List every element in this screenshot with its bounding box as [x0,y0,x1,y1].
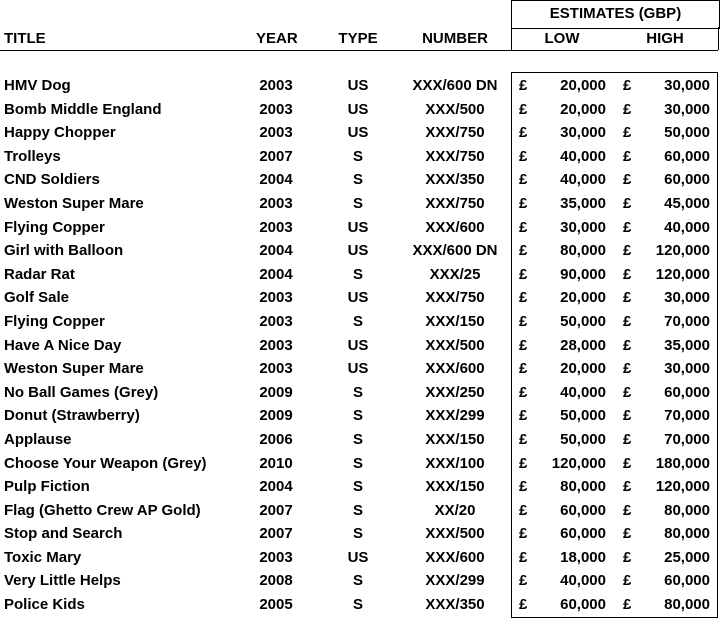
cell-type: US [347,124,369,142]
cell-currency-high: £ [623,596,632,614]
cell-type: US [347,289,369,307]
cell-type: S [352,478,363,496]
header-divider-right [718,27,719,50]
table-row [0,310,720,334]
header-high: HIGH [646,30,684,47]
cell-number: XXX/750 [425,147,485,165]
cell-currency-low: £ [519,100,528,118]
cell-year: 2007 [259,501,293,519]
table-row [0,452,720,476]
cell-high: 45,000 [664,194,710,212]
cell-currency-high: £ [623,407,632,425]
cell-currency-high: £ [623,525,632,543]
cell-year: 2008 [259,572,293,590]
cell-number: XXX/350 [425,171,485,189]
cell-year: 2003 [259,336,293,354]
cell-currency-low: £ [519,572,528,590]
cell-number: XXX/750 [425,194,485,212]
cell-low: 80,000 [560,478,606,496]
cell-low: 40,000 [560,171,606,189]
column-header-row [0,27,720,50]
cell-title: Donut (Strawberry) [4,407,140,425]
cell-number: XXX/25 [429,265,481,283]
cell-number: XXX/600 DN [412,77,498,94]
data-table [0,74,720,617]
cell-currency-low: £ [519,454,528,472]
cell-year: 2007 [259,525,293,543]
cell-low: 50,000 [560,430,606,448]
table-row [0,546,720,570]
cell-low: 60,000 [560,501,606,519]
cell-currency-low: £ [519,407,528,425]
cell-currency-high: £ [623,100,632,118]
cell-currency-low: £ [519,501,528,519]
cell-number: XXX/600 [425,218,485,236]
cell-currency-low: £ [519,194,528,212]
cell-low: 28,000 [560,336,606,354]
cell-type: S [352,194,363,212]
table-row [0,499,720,523]
cell-title: Applause [4,430,72,448]
cell-currency-high: £ [623,478,632,496]
cell-number: XXX/500 [425,100,485,118]
cell-currency-high: £ [623,147,632,165]
cell-currency-high: £ [623,501,632,519]
cell-currency-high: £ [623,242,632,260]
cell-high: 50,000 [664,124,710,142]
cell-year: 2003 [259,124,293,142]
cell-currency-low: £ [519,171,528,189]
cell-type: US [347,336,369,354]
cell-title: Pulp Fiction [4,478,90,496]
cell-year: 2003 [259,194,293,212]
cell-title: Bomb Middle England [4,100,162,118]
table-row [0,121,720,145]
cell-currency-high: £ [623,265,632,283]
header-number: NUMBER [422,30,488,47]
cell-high: 120,000 [655,478,710,496]
cell-type: S [352,265,363,283]
header-type: TYPE [338,30,378,47]
cell-type: US [347,100,369,118]
cell-year: 2004 [259,478,293,496]
cell-currency-low: £ [519,289,528,307]
cell-year: 2009 [259,383,293,401]
header-divider-left [511,27,512,50]
cell-title: Police Kids [4,596,85,614]
cell-low: 20,000 [560,289,606,307]
cell-year: 2009 [259,407,293,425]
table-row [0,145,720,169]
cell-type: S [352,454,363,472]
cell-title: Flying Copper [4,218,105,236]
cell-title: Golf Sale [4,289,70,307]
table-row [0,522,720,546]
cell-type: US [347,218,369,236]
cell-high: 60,000 [664,171,710,189]
header-underline [0,50,718,51]
cell-high: 25,000 [664,548,710,566]
cell-low: 35,000 [560,194,606,212]
cell-title: Have A Nice Day [4,336,122,354]
cell-type: US [347,548,369,566]
cell-title: Flag (Ghetto Crew AP Gold) [4,501,201,519]
cell-low: 60,000 [560,525,606,543]
cell-year: 2003 [259,360,293,378]
cell-title: Girl with Balloon [4,242,124,260]
cell-currency-low: £ [519,218,528,236]
cell-type: S [352,147,363,165]
cell-number: XX/20 [434,501,476,519]
cell-high: 70,000 [664,430,710,448]
header-low: LOW [544,30,580,47]
cell-type: S [352,596,363,614]
cell-title: CND Soldiers [4,171,100,189]
table-row [0,334,720,358]
cell-number: XXX/150 [425,478,485,496]
cell-title: Choose Your Weapon (Grey) [4,454,207,472]
cell-title: Very Little Helps [4,572,121,590]
cell-high: 60,000 [664,383,710,401]
cell-year: 2007 [259,147,293,165]
cell-type: US [347,360,369,378]
table-row [0,569,720,593]
cell-currency-high: £ [623,454,632,472]
cell-low: 40,000 [560,572,606,590]
cell-currency-low: £ [519,548,528,566]
cell-currency-low: £ [519,478,528,496]
cell-currency-high: £ [623,312,632,330]
cell-low: 120,000 [551,454,606,472]
cell-currency-high: £ [623,572,632,590]
table-row [0,74,720,98]
cell-currency-high: £ [623,383,632,401]
cell-number: XXX/600 [425,360,485,378]
cell-year: 2004 [259,265,293,283]
cell-high: 35,000 [664,336,710,354]
table-row [0,239,720,263]
cell-low: 50,000 [560,312,606,330]
cell-year: 2003 [259,548,293,566]
cell-currency-high: £ [623,77,632,94]
cell-number: XXX/500 [425,336,485,354]
cell-high: 70,000 [664,312,710,330]
cell-type: S [352,572,363,590]
cell-type: S [352,383,363,401]
cell-type: S [352,501,363,519]
cell-number: XXX/600 [425,548,485,566]
cell-high: 30,000 [664,360,710,378]
cell-number: XXX/299 [425,407,485,425]
cell-title: Toxic Mary [4,548,82,566]
cell-number: XXX/750 [425,124,485,142]
cell-currency-high: £ [623,360,632,378]
cell-low: 50,000 [560,407,606,425]
cell-year: 2010 [259,454,293,472]
cell-high: 120,000 [655,265,710,283]
table-row [0,428,720,452]
cell-low: 20,000 [560,360,606,378]
cell-title: Flying Copper [4,312,105,330]
cell-type: S [352,312,363,330]
cell-year: 2004 [259,171,293,189]
table-row [0,98,720,122]
cell-currency-low: £ [519,242,528,260]
cell-number: XXX/150 [425,312,485,330]
cell-type: US [347,242,369,260]
cell-year: 2005 [259,596,293,614]
cell-low: 40,000 [560,383,606,401]
cell-currency-high: £ [623,430,632,448]
cell-title: Trolleys [4,147,61,165]
estimates-header: ESTIMATES (GBP) [511,0,720,29]
cell-type: S [352,430,363,448]
cell-low: 20,000 [560,100,606,118]
cell-year: 2003 [259,312,293,330]
cell-currency-high: £ [623,171,632,189]
cell-high: 80,000 [664,596,710,614]
table-row [0,404,720,428]
cell-type: S [352,171,363,189]
cell-number: XXX/500 [425,525,485,543]
cell-high: 30,000 [664,100,710,118]
cell-high: 80,000 [664,501,710,519]
cell-high: 80,000 [664,525,710,543]
table-row [0,475,720,499]
cell-title: Happy Chopper [4,124,116,142]
cell-low: 20,000 [560,77,606,94]
cell-low: 18,000 [560,548,606,566]
cell-title: HMV Dog [4,77,71,94]
cell-title: Weston Super Mare [4,360,144,378]
cell-number: XXX/600 DN [412,242,498,260]
cell-number: XXX/350 [425,596,485,614]
cell-high: 120,000 [655,242,710,260]
cell-low: 90,000 [560,265,606,283]
cell-currency-low: £ [519,265,528,283]
cell-currency-high: £ [623,124,632,142]
cell-currency-low: £ [519,124,528,142]
cell-year: 2003 [259,218,293,236]
cell-high: 60,000 [664,572,710,590]
cell-currency-low: £ [519,147,528,165]
cell-currency-low: £ [519,77,528,94]
cell-currency-low: £ [519,336,528,354]
cell-currency-low: £ [519,596,528,614]
cell-title: Weston Super Mare [4,194,144,212]
cell-type: S [352,525,363,543]
cell-low: 80,000 [560,242,606,260]
cell-high: 180,000 [655,454,710,472]
cell-low: 40,000 [560,147,606,165]
cell-year: 2003 [259,100,293,118]
cell-currency-high: £ [623,218,632,236]
table-row [0,216,720,240]
cell-high: 30,000 [664,77,710,94]
cell-number: XXX/299 [425,572,485,590]
cell-type: S [352,407,363,425]
cell-currency-high: £ [623,548,632,566]
cell-year: 2003 [259,77,293,94]
table-row [0,263,720,287]
cell-title: Stop and Search [4,525,123,543]
cell-high: 60,000 [664,147,710,165]
cell-currency-low: £ [519,430,528,448]
cell-low: 60,000 [560,596,606,614]
cell-high: 70,000 [664,407,710,425]
header-year: YEAR [256,30,298,47]
table-row [0,593,720,617]
cell-number: XXX/100 [425,454,485,472]
cell-currency-low: £ [519,525,528,543]
cell-year: 2006 [259,430,293,448]
cell-year: 2003 [259,289,293,307]
table-row [0,168,720,192]
header-title: TITLE [4,30,46,47]
table-row [0,381,720,405]
cell-low: 30,000 [560,218,606,236]
cell-currency-low: £ [519,312,528,330]
cell-currency-high: £ [623,194,632,212]
cell-title: No Ball Games (Grey) [4,383,159,401]
cell-currency-high: £ [623,336,632,354]
cell-currency-low: £ [519,360,528,378]
cell-currency-high: £ [623,289,632,307]
cell-currency-low: £ [519,383,528,401]
cell-title: Radar Rat [4,265,75,283]
cell-high: 40,000 [664,218,710,236]
table-row [0,357,720,381]
cell-number: XXX/250 [425,383,485,401]
table-row [0,192,720,216]
cell-high: 30,000 [664,289,710,307]
cell-year: 2004 [259,242,293,260]
cell-low: 30,000 [560,124,606,142]
cell-type: US [347,77,369,94]
table-row [0,286,720,310]
cell-number: XXX/750 [425,289,485,307]
cell-number: XXX/150 [425,430,485,448]
